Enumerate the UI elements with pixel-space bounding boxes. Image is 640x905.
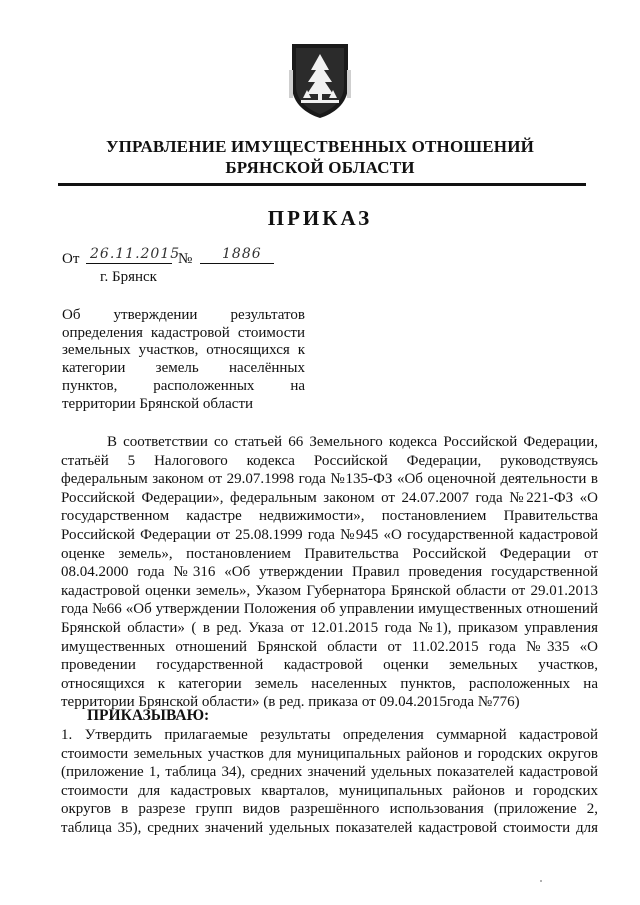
- body-line: оценке земель», постановлением Правительства Российской Федерации от: [61, 545, 598, 562]
- subject-line: категории земель населённых: [62, 360, 305, 377]
- body-line: Брянской области» ( в ред. Указа от 12.01.2015 года №1), приказом управления: [61, 619, 598, 636]
- scan-speck: [540, 880, 542, 882]
- body-line: 08.04.2000 года №316 «Об утверждении Правил проведения государственной: [61, 564, 598, 581]
- subject-line: земельных участков, относящихся к: [62, 342, 305, 359]
- body-line: федеральным законом от 29.07.1998 года №135-ФЗ «Об оценочной деятельности в: [61, 471, 598, 488]
- date-label: От: [62, 251, 80, 267]
- body-line: проведении государственной кадастровой оценки земельных участков,: [61, 657, 598, 674]
- order-line: стоимости для кадастровых кварталов, муниципальных районов и городских: [61, 782, 598, 799]
- body-line: Российской Федерации от 25.08.1999 года №945 «О государственной кадастровой: [61, 526, 598, 543]
- body-line: статьёй 5 Налогового кодекса Российской Федерации, руководствуясь: [61, 452, 598, 469]
- number-label: №: [178, 251, 193, 267]
- city: г. Брянск: [100, 269, 157, 285]
- preamble-paragraph: [61, 433, 598, 712]
- number-underline: [200, 263, 274, 264]
- body-line: года №66 «Об утверждении Положения об управлении имущественных отношений: [61, 601, 598, 618]
- order-paragraph: [61, 726, 598, 838]
- date-handwritten: 26.11.2015: [90, 246, 181, 262]
- subject-line: территории Брянской области: [62, 395, 254, 412]
- body-line: государственном кадастре недвижимости», постановлением Правительства: [61, 508, 598, 525]
- header-rule: [58, 183, 586, 186]
- order-line: таблица 35), средних значений удельных показателей кадастровой стоимости для: [61, 819, 598, 836]
- document-type-title: ПРИКАЗ: [267, 206, 373, 230]
- subject-line: определения кадастровой стоимости: [62, 324, 305, 341]
- order-line: стоимости земельных участков для муниципальных районов и городских округов: [61, 745, 598, 762]
- body-line: Российской Федерации», федеральным законом от 24.07.2007 года №221-ФЗ «О: [61, 489, 598, 506]
- body-line: относящихся к категории земель населенных пунктов, расположенных на: [61, 675, 598, 692]
- org-title-line2: БРЯНСКОЙ ОБЛАСТИ: [225, 158, 415, 177]
- body-line: кадастровой оценки земель», Указом Губернатора Брянской области от 29.01.2013: [61, 582, 598, 599]
- order-heading: ПРИКАЗЫВАЮ:: [87, 707, 210, 724]
- body-line: В соответствии со статьей 66 Земельного кодекса Российской Федерации,: [107, 434, 598, 450]
- order-line: (приложение 1, таблица 34), средних значений удельных показателей кадастровой: [61, 764, 598, 781]
- date-underline: [86, 263, 172, 264]
- subject-line: пунктов, расположенных на: [62, 377, 305, 394]
- body-line: территории Брянской области» (в ред. приказа от 09.04.2015года №776): [61, 694, 520, 711]
- subject-block: [62, 307, 305, 413]
- number-handwritten: 1886: [222, 246, 262, 262]
- subject-line: Об утверждении результатов: [62, 307, 305, 323]
- order-line: 1. Утвердить прилагаемые результаты определения суммарной кадастровой: [61, 727, 598, 743]
- order-line: округов в разрезе групп видов разрешённого использования (приложение 2,: [61, 801, 598, 818]
- org-title-line1: УПРАВЛЕНИЕ ИМУЩЕСТВЕННЫХ ОТНОШЕНИЙ: [105, 137, 535, 156]
- body-line: имущественных отношений Брянской области от 11.02.2015 года №335 «О: [61, 638, 598, 655]
- coat-of-arms-icon: [287, 40, 353, 120]
